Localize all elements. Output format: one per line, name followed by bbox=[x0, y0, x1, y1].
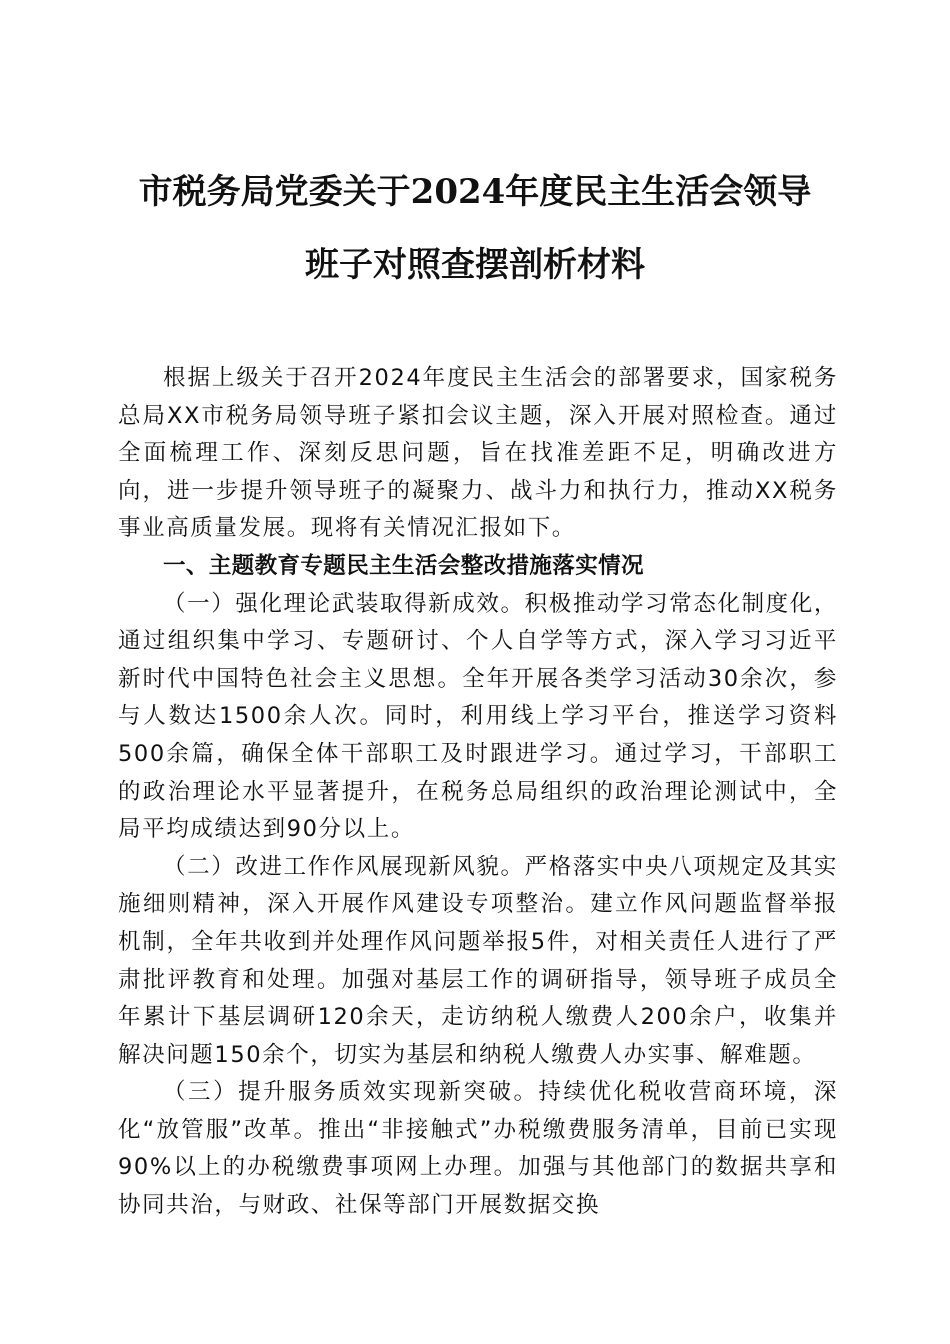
item-body-2: 严格落实中央八项规定及其实施细则精神，深入开展作风建设专项整治。建立作风问题监督举报机制，全年共收到并处理作风问题举报5件，对相关责任人进行了严肃批评教育和处理。加强对基层工作的调研指导，领导班子成员全年累计下基层调研120余天，走访纳税人缴费人200余户，收集并解决问题150余个，切实为基层和纳税人缴费人办实事、解难题。 bbox=[118, 853, 838, 1068]
item-title-2: （二）改进工作作风展现新风貌。 bbox=[163, 853, 525, 880]
document-title-line-1: 市税务局党委关于2024年度民主生活会领导 bbox=[138, 172, 812, 212]
item-paragraph-1 bbox=[118, 586, 838, 849]
item-paragraph-3 bbox=[118, 1074, 838, 1224]
document-body bbox=[118, 360, 838, 1225]
section-heading: 一、主题教育专题民主生活会整改措施落实情况 bbox=[163, 552, 644, 579]
item-title-3: （三）提升服务质效实现新突破。 bbox=[163, 1079, 539, 1106]
item-paragraph-2 bbox=[118, 849, 838, 1075]
item-body-1: 积极推动学习常态化制度化，通过组织集中学习、专题研讨、个人自学等方式，深入学习习近平新时代中国特色社会主义思想。全年开展各类学习活动30余次，参与人数达1500余人次。同时，利用线上学习平台，推送学习资料500余篇，确保全体干部职工及时跟进学习。通过学习，干部职工的政治理论水平显著提升，在税务总局组织的政治理论测试中，全局平均成绩达到90分以上。 bbox=[118, 590, 838, 843]
item-title-1: （一）强化理论武装取得新成效。 bbox=[163, 590, 525, 617]
intro-paragraph: 根据上级关于召开2024年度民主生活会的部署要求，国家税务总局XX市税务局领导班子紧扣会议主题，深入开展对照检查。通过全面梳理工作、深刻反思问题，旨在找准差距不足，明确改进方向，进一步提升领导班子的凝聚力、战斗力和执行力，推动XX税务事业高质量发展。现将有关情况汇报如下。 bbox=[118, 365, 838, 542]
document-title-line-2: 班子对照查摆剖析材料 bbox=[305, 245, 645, 285]
item-body-3: 持续优化税收营商环境，深化“放管服”改革。推出“非接触式”办税缴费服务清单，目前已实现90%以上的办税缴费事项网上办理。加强与其他部门的数据共享和协同共治，与财政、社保等部门开展数据交换 bbox=[118, 1079, 838, 1219]
